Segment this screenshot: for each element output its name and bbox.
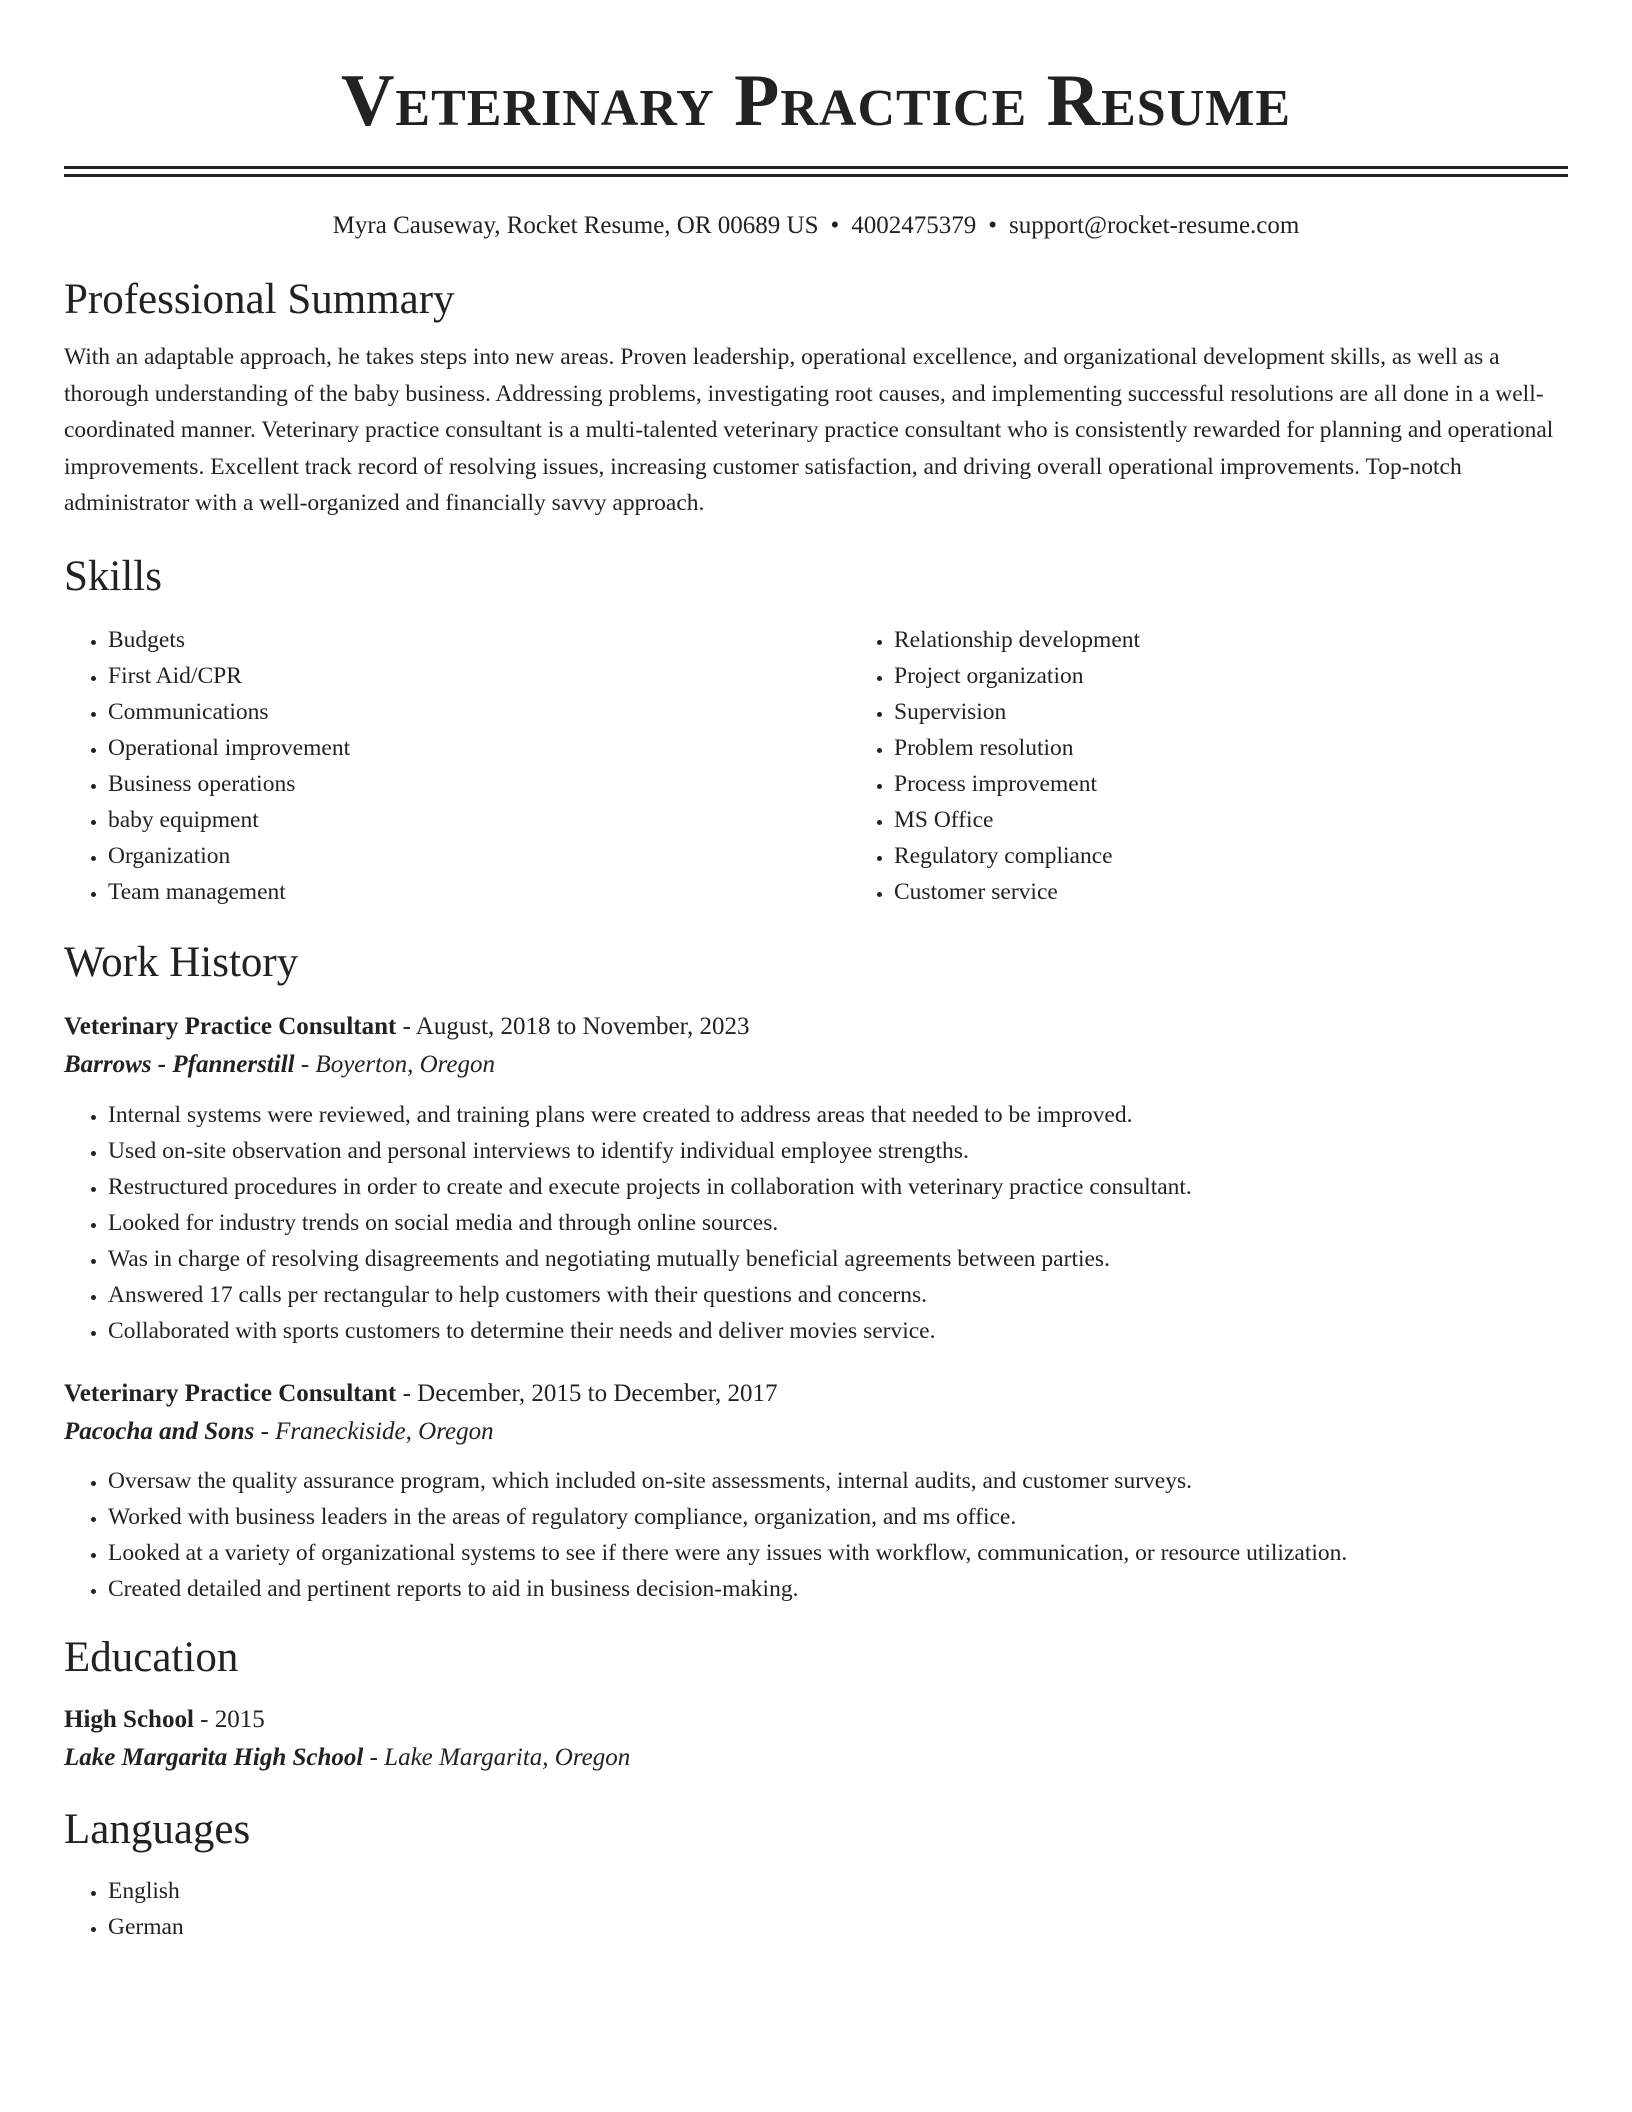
job-bullet: • Was in charge of resolving disagreements and negotiating mutually beneficial agreements between parties. xyxy=(108,1241,1568,1277)
job-company-line xyxy=(64,1413,1568,1451)
section-heading-work-history: Work History xyxy=(64,938,299,986)
skill-item: • Problem resolution xyxy=(894,730,1632,766)
job-header xyxy=(64,1008,1568,1046)
job-location: - Boyerton, Oregon xyxy=(300,1050,496,1078)
job-bullets xyxy=(64,1097,1568,1349)
job-bullet: • Collaborated with sports customers to determine their needs and deliver movies service. xyxy=(108,1313,1568,1349)
skills-list-left xyxy=(64,622,850,910)
job-dates: - August, 2018 to November, 2023 xyxy=(402,1012,750,1040)
skill-item: • Team management xyxy=(108,874,850,910)
skills-grid xyxy=(64,622,1568,910)
section-heading-summary: Professional Summary xyxy=(64,276,455,323)
education-degree: High School xyxy=(64,1705,194,1733)
education-year: - 2015 xyxy=(200,1705,265,1733)
job-bullet: • Looked for industry trends on social media and through online sources. xyxy=(108,1205,1568,1241)
job-header xyxy=(64,1375,1568,1413)
language-item: • German xyxy=(108,1909,1568,1945)
job-bullet: • Looked at a variety of organizational systems to see if there were any issues with workflow, communication, or resource utilization. xyxy=(108,1535,1568,1571)
skill-item: • Process improvement xyxy=(894,766,1632,802)
job-company: Barrows - Pfannerstill xyxy=(64,1050,295,1078)
education-section xyxy=(64,1633,1568,1777)
skill-item: • Regulatory compliance xyxy=(894,838,1632,874)
job-bullet: • Internal systems were reviewed, and training plans were created to address areas that needed to be improved. xyxy=(108,1097,1568,1133)
job-bullets xyxy=(64,1463,1568,1607)
job-bullet: • Worked with business leaders in the areas of regulatory compliance, organization, and ms office. xyxy=(108,1499,1568,1535)
work-history-section xyxy=(64,938,1568,1607)
job-bullet: • Answered 17 calls per rectangular to help customers with their questions and concerns. xyxy=(108,1277,1568,1313)
contact-separator: • xyxy=(988,212,998,239)
job-entry xyxy=(64,1375,1568,1607)
skills-section xyxy=(64,552,1568,910)
skill-item: • Budgets xyxy=(108,622,850,658)
languages-list xyxy=(64,1873,1568,1945)
education-entry xyxy=(64,1701,1568,1777)
education-school: Lake Margarita High School xyxy=(64,1743,364,1771)
section-heading-skills: Skills xyxy=(64,552,162,600)
summary-text: With an adaptable approach, he takes steps into new areas. Proven leadership, operational excellence, and organizational development skills, as well as a thorough understanding of the baby business. Addressing problems, investigating root causes, and implementing successful resolutions are all done in a well-coordinated manner. Veterinary practice consultant is a multi-talented veterinary practice consultant who is consistently rewarded for planning and operational improvements. Excellent track record of resolving issues, increasing customer satisfaction, and driving overall operational improvements. Top-notch administrator with a well-organized and financially savvy approach. xyxy=(64,344,1554,516)
contact-separator: • xyxy=(830,212,840,239)
skill-item: • baby equipment xyxy=(108,802,850,838)
resume-title: Veterinary Practice Resume xyxy=(340,60,1292,142)
job-entry xyxy=(64,1008,1568,1349)
contact-phone: 4002475379 xyxy=(851,212,977,239)
contact-address: Myra Causeway, Rocket Resume, OR 00689 US xyxy=(332,212,819,239)
section-heading-languages: Languages xyxy=(64,1805,251,1853)
section-heading-education: Education xyxy=(64,1633,239,1681)
skill-item: • MS Office xyxy=(894,802,1632,838)
skill-item: • Organization xyxy=(108,838,850,874)
job-bullet: • Restructured procedures in order to create and execute projects in collaboration with veterinary practice consultant. xyxy=(108,1169,1568,1205)
education-school-line xyxy=(64,1739,1568,1777)
job-title: Veterinary Practice Consultant xyxy=(64,1012,397,1040)
job-bullet: • Used on-site observation and personal interviews to identify individual employee strengths. xyxy=(108,1133,1568,1169)
resume-page xyxy=(64,0,1568,1945)
skill-item: • Project organization xyxy=(894,658,1632,694)
skill-item: • First Aid/CPR xyxy=(108,658,850,694)
job-company-line xyxy=(64,1046,1568,1084)
skill-item: • Relationship development xyxy=(894,622,1632,658)
contact-email: support@rocket-resume.com xyxy=(1009,212,1300,239)
languages-section xyxy=(64,1805,1568,1945)
skill-item: • Business operations xyxy=(108,766,850,802)
skill-item: • Customer service xyxy=(894,874,1632,910)
title-divider xyxy=(64,166,1568,177)
skills-list-right xyxy=(850,622,1632,910)
job-title: Veterinary Practice Consultant xyxy=(64,1379,397,1407)
education-degree-line xyxy=(64,1701,1568,1739)
job-location: - Franeckiside, Oregon xyxy=(260,1417,494,1445)
summary-section xyxy=(64,275,1568,522)
job-company: Pacocha and Sons xyxy=(64,1417,255,1445)
skill-item: • Supervision xyxy=(894,694,1632,730)
education-location: - Lake Margarita, Oregon xyxy=(369,1743,631,1771)
job-bullet: • Created detailed and pertinent reports to aid in business decision-making. xyxy=(108,1571,1568,1607)
skill-item: • Operational improvement xyxy=(108,730,850,766)
job-bullet: • Oversaw the quality assurance program, which included on-site assessments, internal audits, and customer surveys. xyxy=(108,1463,1568,1499)
skill-item: • Communications xyxy=(108,694,850,730)
contact-line xyxy=(64,211,1568,241)
language-item: • English xyxy=(108,1873,1568,1909)
job-dates: - December, 2015 to December, 2017 xyxy=(402,1379,778,1407)
